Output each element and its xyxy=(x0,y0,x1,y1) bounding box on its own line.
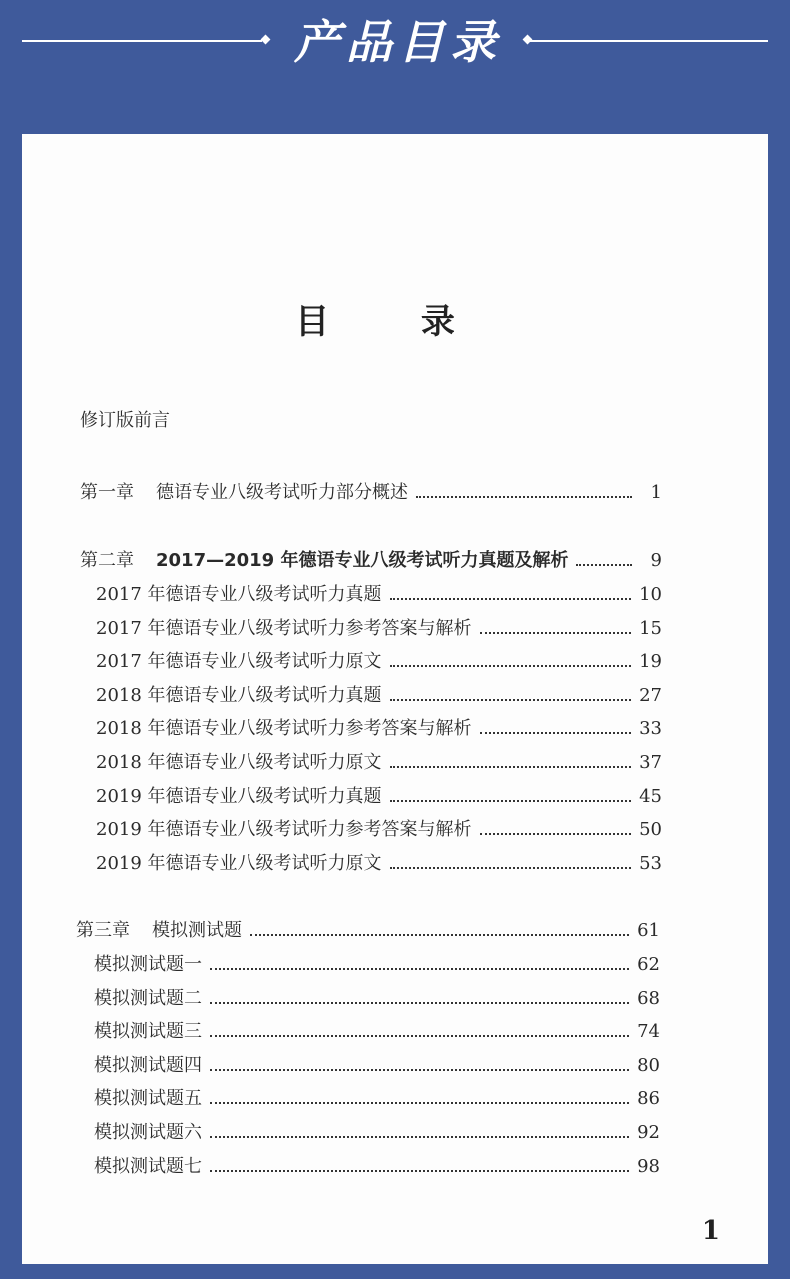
toc-entry-label: 模拟测试题六 xyxy=(94,1122,202,1143)
page-ref: 37 xyxy=(639,752,662,773)
page-ref: 74 xyxy=(637,1021,660,1043)
dot-leader xyxy=(576,564,632,566)
toc-entry xyxy=(96,748,662,778)
page-ref: 45 xyxy=(639,785,662,807)
toc-entry xyxy=(96,849,662,879)
dot-leader xyxy=(250,934,629,936)
banner-divider-right xyxy=(530,40,768,42)
page-ref: 50 xyxy=(639,819,662,841)
dot-leader xyxy=(390,867,632,869)
banner-diamond-left xyxy=(261,35,271,45)
toc-entry-label: 2019 年德语专业八级考试听力参考答案与解析 xyxy=(96,819,472,841)
toc-entry xyxy=(94,984,660,1014)
banner-divider-left xyxy=(22,40,262,42)
toc-entry xyxy=(94,1017,660,1047)
page-ref: 68 xyxy=(637,987,660,1009)
banner xyxy=(0,0,790,100)
toc-entry-label: 2019 年德语专业八级考试听力原文 xyxy=(96,852,382,874)
banner-title: 产品目录 xyxy=(294,15,502,69)
dot-leader xyxy=(210,1069,629,1071)
chapter-title: 德语专业八级考试听力部分概述 xyxy=(156,482,408,503)
toc-entry xyxy=(96,614,662,644)
chapter-number: 第一章 xyxy=(80,482,134,503)
toc-entry-label: 模拟测试题三 xyxy=(94,1021,202,1043)
toc-entry-label: 2017 年德语专业八级考试听力原文 xyxy=(96,651,382,673)
dot-leader xyxy=(390,598,632,600)
page-ref: 62 xyxy=(637,954,660,975)
page-number: 1 xyxy=(701,1216,720,1246)
dot-leader xyxy=(480,632,632,634)
dot-leader xyxy=(210,1170,629,1172)
toc-entry-label: 2018 年德语专业八级考试听力参考答案与解析 xyxy=(96,718,472,740)
dot-leader xyxy=(210,1035,629,1037)
dot-leader xyxy=(210,968,629,970)
toc-entry-label: 2019 年德语专业八级考试听力真题 xyxy=(96,785,382,807)
toc-entry-label: 2018 年德语专业八级考试听力原文 xyxy=(96,752,382,773)
toc-entry-label: 模拟测试题七 xyxy=(94,1155,202,1177)
chapter-number: 第二章 xyxy=(80,550,134,571)
dot-leader xyxy=(390,766,632,768)
toc-entry xyxy=(94,1152,660,1182)
toc-entry xyxy=(96,714,662,744)
dot-leader xyxy=(480,833,632,835)
toc-entry xyxy=(94,1051,660,1081)
toc-entry xyxy=(94,1118,660,1148)
dot-leader xyxy=(480,732,632,734)
toc-preface xyxy=(80,406,170,436)
chapter-number: 第三章 xyxy=(76,920,130,941)
page-ref: 53 xyxy=(639,852,662,874)
toc-entry-label: 模拟测试题五 xyxy=(94,1088,202,1110)
toc-entry-label: 模拟测试题一 xyxy=(94,954,202,975)
dot-leader xyxy=(416,496,632,498)
page-ref: 80 xyxy=(637,1054,660,1076)
dot-leader xyxy=(390,699,632,701)
toc-entry-label: 模拟测试题二 xyxy=(94,987,202,1009)
dot-leader xyxy=(390,665,632,667)
toc-entry xyxy=(96,782,662,812)
toc-preface-label: 修订版前言 xyxy=(80,410,170,431)
toc-chapter-2 xyxy=(80,546,662,576)
page-ref: 92 xyxy=(637,1122,660,1143)
page-ref: 10 xyxy=(639,584,662,605)
page-ref: 19 xyxy=(639,651,662,673)
page-ref: 86 xyxy=(637,1088,660,1110)
dot-leader xyxy=(210,1102,629,1104)
toc-chapter-3 xyxy=(76,916,660,946)
dot-leader xyxy=(390,800,632,802)
toc-entry xyxy=(96,815,662,845)
page-ref: 9 xyxy=(650,550,662,571)
toc-entry xyxy=(94,950,660,980)
toc-entry-label: 2017 年德语专业八级考试听力真题 xyxy=(96,584,382,605)
toc-entry xyxy=(96,681,662,711)
toc-title: 目 录 xyxy=(295,302,495,342)
page-ref: 61 xyxy=(637,920,660,941)
page-ref: 33 xyxy=(639,718,662,740)
toc-entry-label: 2018 年德语专业八级考试听力真题 xyxy=(96,684,382,706)
toc-entry-label: 模拟测试题四 xyxy=(94,1054,202,1076)
page-ref: 1 xyxy=(650,482,662,503)
document-page xyxy=(22,134,768,1264)
page-ref: 98 xyxy=(637,1155,660,1177)
page-ref: 15 xyxy=(639,617,662,639)
toc-entry-label: 2017 年德语专业八级考试听力参考答案与解析 xyxy=(96,617,472,639)
dot-leader xyxy=(210,1136,629,1138)
page-ref: 27 xyxy=(639,684,662,706)
chapter-title: 2017—2019 年德语专业八级考试听力真题及解析 xyxy=(156,550,569,571)
chapter-title: 模拟测试题 xyxy=(152,920,242,941)
toc-entry xyxy=(94,1084,660,1114)
dot-leader xyxy=(210,1002,629,1004)
toc-entry xyxy=(96,580,662,610)
toc-entry xyxy=(96,647,662,677)
toc-chapter-1 xyxy=(80,478,662,508)
